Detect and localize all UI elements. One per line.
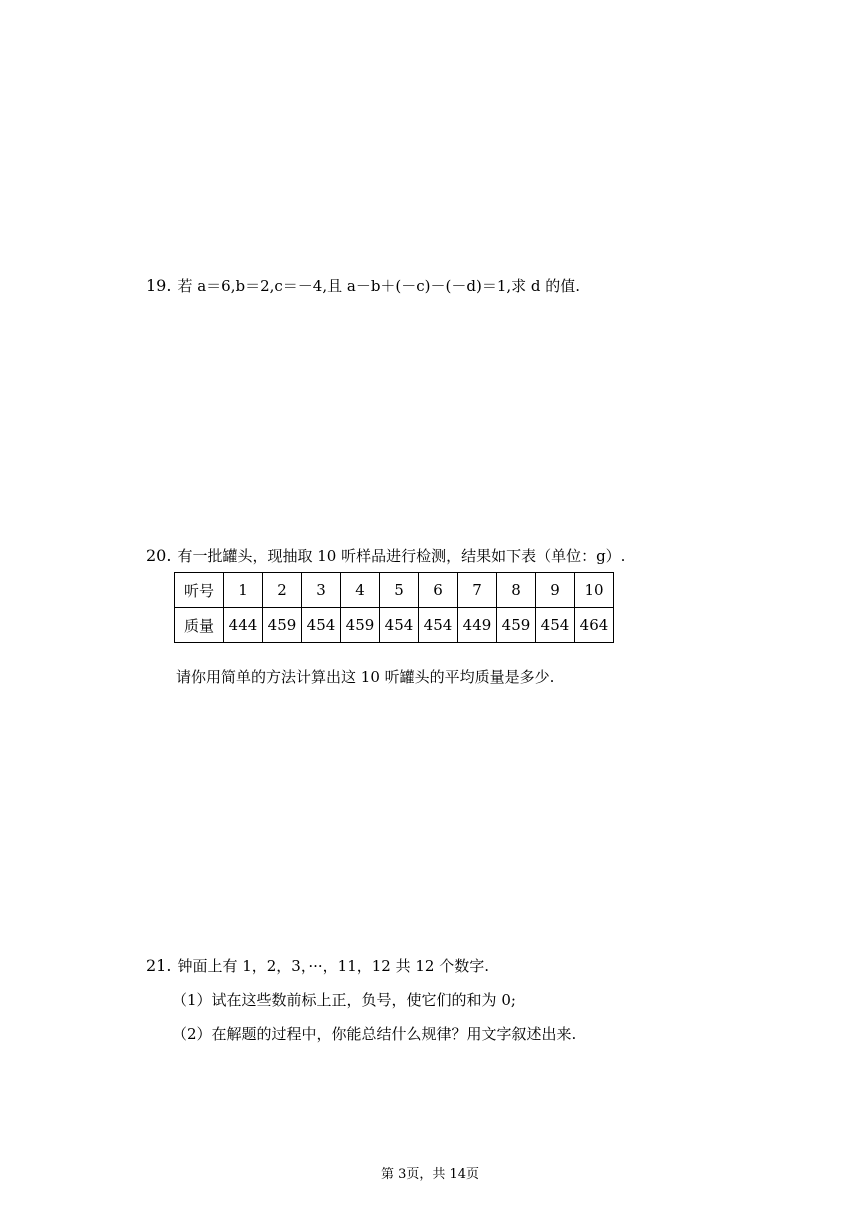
- table-cell: 10: [575, 573, 614, 608]
- table-cell: 7: [458, 573, 497, 608]
- table-cell: 5: [380, 573, 419, 608]
- table-cell: 459: [263, 608, 302, 643]
- page-footer: 第 3页，共 14页: [380, 1167, 480, 1182]
- question-number: 19.: [146, 276, 172, 295]
- question-19: [146, 276, 580, 296]
- table-cell: 449: [458, 608, 497, 643]
- table-cell: 454: [419, 608, 458, 643]
- table-cell: 4: [341, 573, 380, 608]
- question-text: 有一批罐头，现抽取 10 听样品进行检测，结果如下表（单位：g）.: [177, 547, 626, 565]
- row-header: 质量: [175, 608, 224, 643]
- table-cell: 6: [419, 573, 458, 608]
- question-21-part-1: （1）试在这些数前标上正，负号，使它们的和为 0;: [172, 991, 516, 1009]
- question-number: 21.: [146, 956, 172, 975]
- table-row-masses: [175, 608, 614, 643]
- table-cell: 9: [536, 573, 575, 608]
- table-cell: 2: [263, 573, 302, 608]
- table-cell: 454: [380, 608, 419, 643]
- question-21-part-2: （2）在解题的过程中，你能总结什么规律？用文字叙述出来.: [172, 1025, 577, 1043]
- question-number: 20.: [146, 546, 172, 565]
- table-cell: 464: [575, 608, 614, 643]
- table-cell: 3: [302, 573, 341, 608]
- question-20: [146, 546, 625, 566]
- question-21: [146, 956, 489, 976]
- table-cell: 459: [341, 608, 380, 643]
- table-cell: 454: [302, 608, 341, 643]
- sample-table: [174, 572, 614, 643]
- table-row-ids: [175, 573, 614, 608]
- question-text: 钟面上有 1，2，3，···，11，12 共 12 个数字.: [177, 957, 489, 975]
- table-cell: 454: [536, 608, 575, 643]
- table-cell: 8: [497, 573, 536, 608]
- table-cell: 444: [224, 608, 263, 643]
- question-20-prompt: 请你用简单的方法计算出这 10 听罐头的平均质量是多少.: [176, 668, 555, 686]
- table-cell: 1: [224, 573, 263, 608]
- row-header: 听号: [175, 573, 224, 608]
- question-text: 若 a＝6,b＝2,c＝－4,且 a－b＋(－c)－(－d)＝1,求 d 的值.: [177, 277, 581, 295]
- table-cell: 459: [497, 608, 536, 643]
